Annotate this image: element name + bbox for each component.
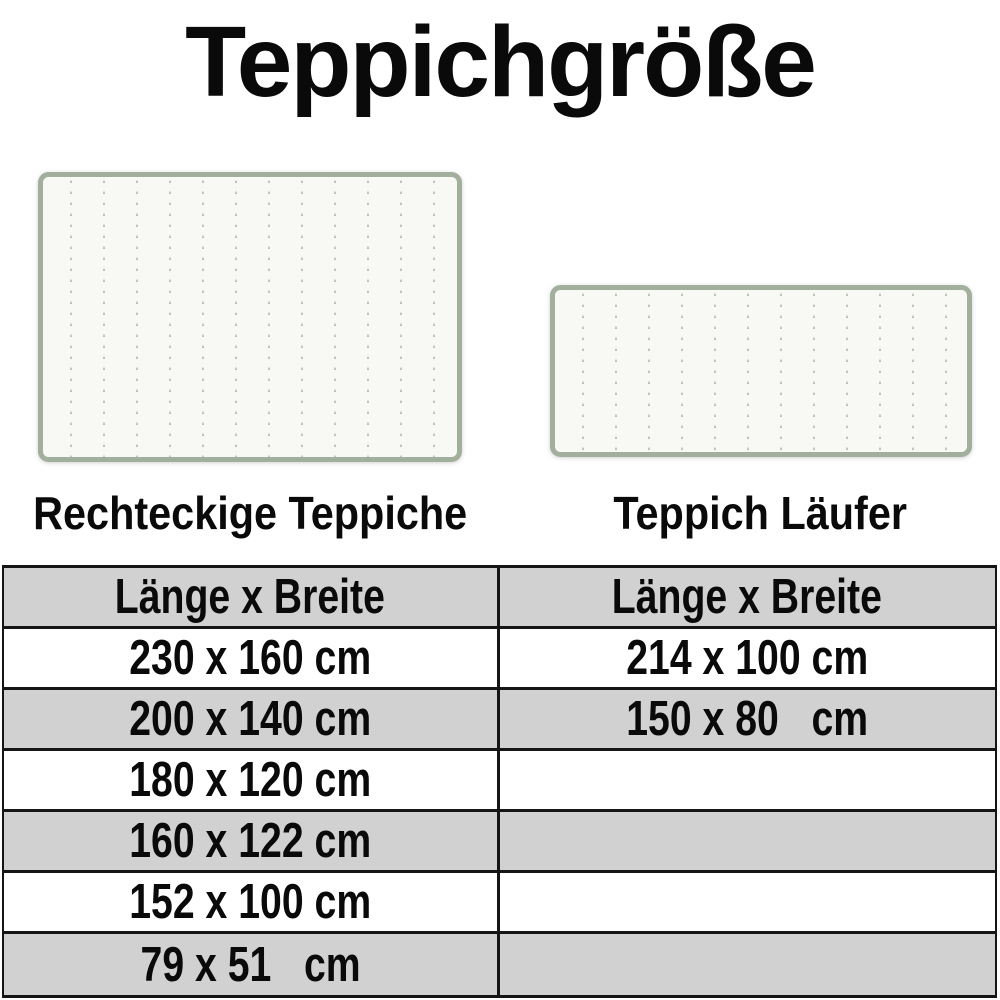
rectangular-rug-image bbox=[38, 172, 462, 462]
size-cell-runner-0 bbox=[500, 629, 996, 690]
size-cell-runner-3 bbox=[500, 812, 996, 873]
size-cell-rect-3 bbox=[4, 812, 500, 873]
rectangular-rugs-label-text: Rechteckige Teppiche bbox=[32, 487, 468, 539]
runner-rugs-label-text: Teppich Läufer bbox=[613, 487, 907, 539]
size-cell-rect-5-text: 79 x 51 cm bbox=[140, 937, 361, 992]
runner-rug-image bbox=[550, 285, 972, 457]
runner-rugs-label bbox=[510, 486, 1000, 540]
size-cell-runner-0-text: 214 x 100 cm bbox=[626, 631, 869, 685]
size-cell-runner-2 bbox=[500, 751, 996, 812]
table-header-left bbox=[4, 568, 500, 629]
rectangular-rugs-label bbox=[0, 486, 500, 540]
size-cell-rect-1-text: 200 x 140 cm bbox=[129, 692, 372, 746]
size-cell-rect-1 bbox=[4, 690, 500, 751]
size-cell-rect-2-text: 180 x 120 cm bbox=[129, 753, 372, 807]
size-cell-runner-1-text: 150 x 80 cm bbox=[626, 692, 869, 746]
table-header-right-text: Länge x Breite bbox=[612, 570, 883, 624]
size-table bbox=[2, 565, 997, 998]
size-cell-rect-2 bbox=[4, 751, 500, 812]
size-cell-runner-1 bbox=[500, 690, 996, 751]
size-cell-runner-4 bbox=[500, 873, 996, 934]
size-cell-rect-4 bbox=[4, 873, 500, 934]
size-cell-rect-0-text: 230 x 160 cm bbox=[129, 631, 372, 685]
size-cell-runner-5 bbox=[500, 934, 996, 995]
size-cell-rect-4-text: 152 x 100 cm bbox=[129, 875, 372, 929]
table-header-right bbox=[500, 568, 996, 629]
size-cell-rect-0 bbox=[4, 629, 500, 690]
page-title: Teppichgröße bbox=[185, 6, 815, 118]
size-cell-rect-3-text: 160 x 122 cm bbox=[129, 814, 372, 868]
size-cell-rect-5 bbox=[4, 934, 500, 995]
runner-rug-svg bbox=[550, 285, 972, 457]
rectangular-rug-svg bbox=[38, 172, 462, 462]
table-header-left-text: Länge x Breite bbox=[115, 570, 386, 624]
